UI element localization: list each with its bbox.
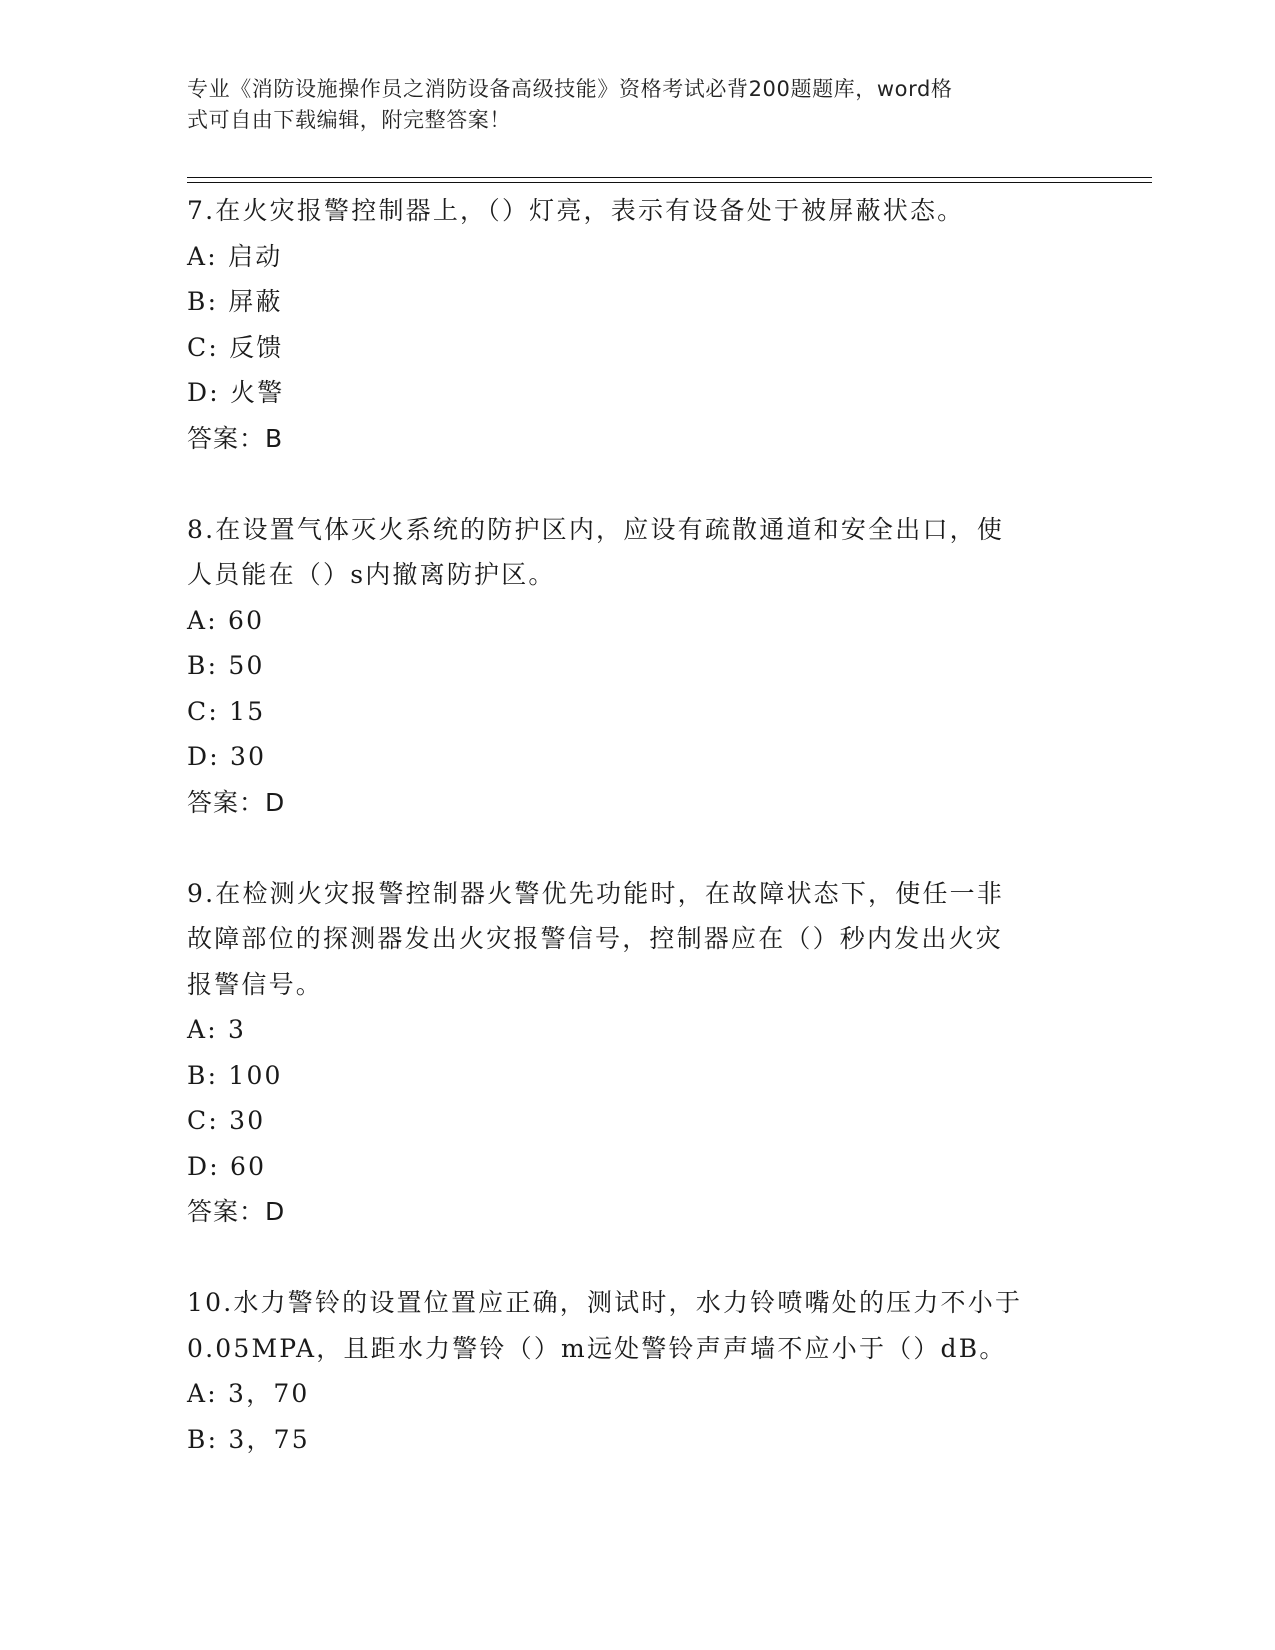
question-stem: 7.在火灾报警控制器上，（）灯亮，表示有设备处于被屏蔽状态。 [187, 196, 965, 225]
answer-line: 答案：B [187, 423, 284, 453]
question-9 [187, 871, 1087, 1235]
header-title-line-1: 专业《消防设施操作员之消防设备高级技能》资格考试必背200题题库，word格 [187, 77, 953, 101]
option-a: A: 启动 [187, 241, 283, 271]
option-a: A: 3，70 [187, 1379, 310, 1408]
option-b: B: 100 [187, 1060, 283, 1090]
option-d: D: 火警 [187, 378, 285, 407]
question-stem: 9.在检测火灾报警控制器火警优先功能时，在故障状态下，使任一非 故障部位的探测器发出火灾报警信号，控制器应在（）秒内发出火灾 报警信号。 [187, 878, 1005, 999]
answer-line: 答案：D [187, 787, 286, 817]
option-b: B: 50 [187, 651, 265, 680]
option-d: D: 60 [187, 1151, 267, 1181]
question-stem: 8.在设置气体灭火系统的防护区内，应设有疏散通道和安全出口，使 人员能在（）s内撤离防护区。 [187, 514, 1005, 589]
header-divider-bottom [187, 182, 1152, 183]
document-header [187, 74, 1067, 136]
option-b: B: 3，75 [187, 1424, 310, 1454]
question-7 [187, 188, 1087, 461]
option-c: C: 30 [187, 1106, 266, 1135]
header-title-line-2: 式可自由下载编辑，附完整答案！ [187, 108, 511, 132]
question-stem: 10.水力警铃的设置位置应正确，测试时，水力铃喷嘴处的压力不小于 0.05MPA，且距水力警铃（）m远处警铃声声墙不应小于（）dB。 [187, 1288, 1023, 1363]
question-10 [187, 1280, 1087, 1462]
option-c: C: 15 [187, 696, 266, 726]
option-a: A: 3 [187, 1015, 247, 1044]
option-a: A: 60 [187, 605, 265, 635]
header-divider-top [187, 177, 1152, 178]
question-8 [187, 507, 1087, 826]
question-list [187, 188, 1087, 1508]
option-d: D: 30 [187, 742, 267, 771]
option-c: C: 反馈 [187, 332, 284, 362]
option-b: B: 屏蔽 [187, 287, 283, 316]
answer-line: 答案：D [187, 1197, 286, 1226]
